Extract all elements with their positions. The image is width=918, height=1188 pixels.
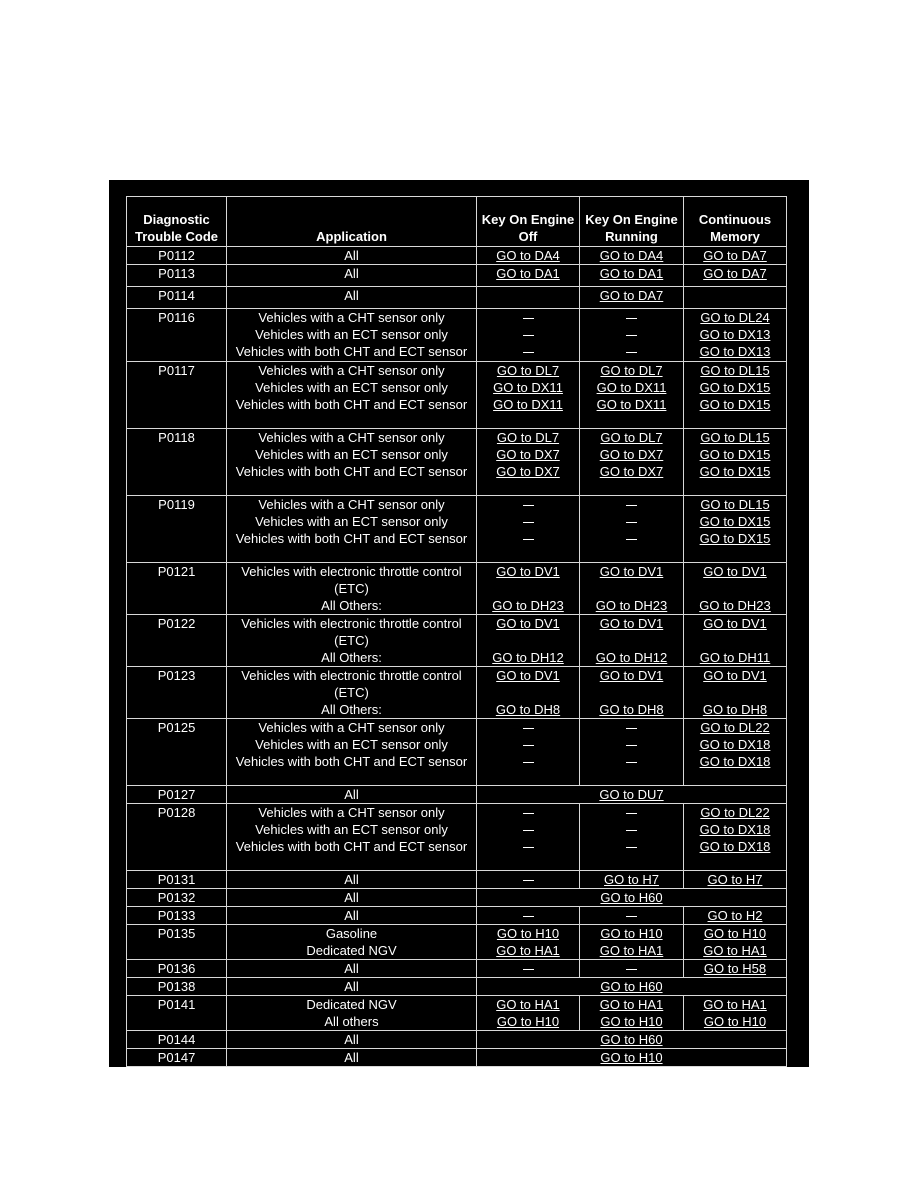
- goto-link[interactable]: GO to H60: [600, 1032, 663, 1047]
- table-row: [127, 496, 787, 563]
- koer-cell: [580, 265, 684, 287]
- dtc-code: P0127: [127, 786, 227, 804]
- application-cell: All: [227, 247, 477, 265]
- goto-link[interactable]: GO to DV1: [599, 668, 664, 683]
- goto-link[interactable]: GO to H60: [600, 979, 663, 994]
- koer-cell: [580, 563, 684, 615]
- dash-mark: [479, 343, 577, 360]
- dtc-code: P0112: [127, 247, 227, 265]
- continuous-memory-cell: [684, 309, 787, 362]
- continuous-memory-cell: [684, 362, 787, 429]
- header-application: Application: [227, 197, 477, 247]
- dash-mark: [479, 513, 577, 530]
- table-row: [127, 265, 787, 287]
- goto-link[interactable]: GO to DL15: [700, 430, 770, 445]
- dash-icon: [523, 880, 534, 881]
- dtc-code: P0128: [127, 804, 227, 871]
- dash-mark: [582, 960, 681, 977]
- goto-link[interactable]: GO to DH8: [495, 702, 561, 717]
- goto-link[interactable]: GO to DX7: [599, 447, 664, 462]
- table-body: [127, 247, 787, 1067]
- goto-link[interactable]: GO to DX15: [699, 464, 771, 479]
- header-continuous-memory: Continuous Memory: [684, 197, 787, 247]
- goto-link[interactable]: GO to DL24: [700, 310, 770, 325]
- combined-procedure-cell: [477, 978, 787, 996]
- dtc-code: P0122: [127, 615, 227, 667]
- goto-link[interactable]: GO to DL22: [700, 805, 770, 820]
- table-row: [127, 362, 787, 429]
- koer-cell: [580, 309, 684, 362]
- dash-icon: [523, 762, 534, 763]
- table-row: [127, 1031, 787, 1049]
- goto-link[interactable]: GO to H10: [703, 1014, 767, 1029]
- dtc-code: P0114: [127, 287, 227, 309]
- koer-cell: [580, 871, 684, 889]
- koer-cell: [580, 287, 684, 309]
- goto-link[interactable]: GO to H10: [600, 1014, 663, 1029]
- dtc-code: P0133: [127, 907, 227, 925]
- goto-link[interactable]: GO to DL15: [700, 363, 770, 378]
- dash-icon: [523, 916, 534, 917]
- goto-link[interactable]: GO to DX11: [493, 380, 563, 395]
- application-cell: All: [227, 889, 477, 907]
- dash-icon: [626, 847, 637, 848]
- goto-link[interactable]: GO to H10: [703, 926, 767, 941]
- combined-procedure-cell: [477, 889, 787, 907]
- dash-mark: [582, 343, 681, 360]
- header-key-on-engine-running: Key On Engine Running: [580, 197, 684, 247]
- goto-link[interactable]: GO to DX13: [699, 327, 771, 342]
- koer-cell: [580, 615, 684, 667]
- koeo-cell: [477, 615, 580, 667]
- dash-mark: [479, 326, 577, 343]
- dtc-code: P0116: [127, 309, 227, 362]
- application-cell: All: [227, 265, 477, 287]
- goto-link[interactable]: GO to DX7: [496, 464, 560, 479]
- application-cell: All: [227, 287, 477, 309]
- continuous-memory-cell: [684, 719, 787, 786]
- goto-link[interactable]: GO to DX7: [599, 464, 664, 479]
- dtc-code: P0117: [127, 362, 227, 429]
- goto-link[interactable]: GO to DV1: [496, 616, 560, 631]
- table-row: [127, 429, 787, 496]
- goto-link[interactable]: GO to H2: [707, 908, 763, 923]
- dash-mark: [582, 719, 681, 736]
- continuous-memory-cell: [684, 907, 787, 925]
- application-cell: Dedicated NGV All others: [227, 996, 477, 1031]
- dtc-code: P0136: [127, 960, 227, 978]
- goto-link[interactable]: GO to DV1: [599, 564, 664, 579]
- application-cell: All: [227, 871, 477, 889]
- dtc-code: P0147: [127, 1049, 227, 1067]
- application-cell: Gasoline Dedicated NGV: [227, 925, 477, 960]
- goto-link[interactable]: GO to HA1: [599, 997, 664, 1012]
- dtc-code: P0144: [127, 1031, 227, 1049]
- table-row: [127, 563, 787, 615]
- goto-link[interactable]: GO to DX11: [596, 380, 667, 395]
- goto-link[interactable]: GO to DX15: [699, 447, 771, 462]
- dash-icon: [523, 813, 534, 814]
- combined-procedure-cell: [477, 1049, 787, 1067]
- goto-link[interactable]: GO to DL7: [496, 363, 560, 378]
- dash-icon: [626, 728, 637, 729]
- goto-link[interactable]: GO to DX11: [596, 397, 667, 412]
- koeo-cell: [477, 996, 580, 1031]
- table-row: [127, 247, 787, 265]
- continuous-memory-cell: [684, 960, 787, 978]
- koeo-cell: [477, 960, 580, 978]
- goto-link[interactable]: GO to H10: [496, 1014, 560, 1029]
- goto-link[interactable]: GO to DA7: [599, 288, 664, 303]
- koeo-cell: [477, 362, 580, 429]
- koer-cell: [580, 996, 684, 1031]
- dash-mark: [582, 821, 681, 838]
- continuous-memory-cell: [684, 615, 787, 667]
- goto-link[interactable]: GO to DH23: [595, 598, 668, 613]
- dash-icon: [626, 505, 637, 506]
- koeo-cell: [477, 563, 580, 615]
- goto-link[interactable]: GO to DH23: [492, 598, 564, 613]
- table-row: [127, 960, 787, 978]
- goto-link[interactable]: GO to DL15: [700, 497, 770, 512]
- dash-mark: [479, 719, 577, 736]
- koer-cell: [580, 925, 684, 960]
- goto-link[interactable]: GO to DH8: [702, 702, 768, 717]
- goto-link[interactable]: GO to DL7: [496, 430, 560, 445]
- application-cell: Vehicles with a CHT sensor only Vehicles with an ECT sensor only Vehicles with both CHT and ECT sensor: [227, 804, 477, 871]
- table-row: [127, 786, 787, 804]
- goto-link[interactable]: GO to DX15: [699, 397, 771, 412]
- dash-mark: [479, 871, 577, 888]
- goto-link[interactable]: GO to H10: [496, 926, 560, 941]
- dash-icon: [523, 335, 534, 336]
- dash-mark: [582, 530, 681, 547]
- dash-icon: [626, 522, 637, 523]
- goto-link[interactable]: GO to DA1: [599, 266, 664, 281]
- application-cell: Vehicles with a CHT sensor only Vehicles with an ECT sensor only Vehicles with both CHT and ECT sensor: [227, 429, 477, 496]
- dtc-code: P0121: [127, 563, 227, 615]
- goto-link[interactable]: GO to DH12: [492, 650, 564, 665]
- koeo-cell: [477, 496, 580, 563]
- koeo-cell: [477, 925, 580, 960]
- dtc-code: P0132: [127, 889, 227, 907]
- goto-link[interactable]: GO to DX15: [699, 531, 771, 546]
- koeo-cell: [477, 309, 580, 362]
- dash-mark: [582, 513, 681, 530]
- dash-icon: [523, 745, 534, 746]
- dtc-code: P0138: [127, 978, 227, 996]
- combined-procedure-cell: [477, 1031, 787, 1049]
- table-row: [127, 719, 787, 786]
- header-dtc: Diagnostic Trouble Code: [127, 197, 227, 247]
- continuous-memory-cell: [684, 247, 787, 265]
- koer-cell: [580, 667, 684, 719]
- dash-icon: [523, 539, 534, 540]
- continuous-memory-cell: [684, 804, 787, 871]
- koeo-cell: [477, 287, 580, 309]
- dash-mark: [582, 496, 681, 513]
- dash-mark: [479, 753, 577, 770]
- application-cell: All: [227, 960, 477, 978]
- goto-link[interactable]: GO to HA1: [703, 997, 767, 1012]
- continuous-memory-cell: [684, 871, 787, 889]
- goto-link[interactable]: GO to DX18: [699, 839, 771, 854]
- dash-mark: [479, 804, 577, 821]
- table-row: [127, 309, 787, 362]
- dash-icon: [523, 847, 534, 848]
- goto-link[interactable]: GO to DL22: [700, 720, 770, 735]
- dash-icon: [626, 745, 637, 746]
- koeo-cell: [477, 247, 580, 265]
- table-row: [127, 996, 787, 1031]
- table-row: [127, 1049, 787, 1067]
- goto-link[interactable]: GO to H7: [604, 872, 659, 887]
- dash-icon: [523, 352, 534, 353]
- koeo-cell: [477, 719, 580, 786]
- goto-link[interactable]: GO to DV1: [496, 668, 560, 683]
- goto-link[interactable]: GO to DX15: [699, 380, 771, 395]
- dash-icon: [626, 762, 637, 763]
- goto-link[interactable]: GO to DX18: [699, 822, 771, 837]
- dash-mark: [479, 736, 577, 753]
- dash-mark: [479, 907, 577, 924]
- koeo-cell: [477, 667, 580, 719]
- goto-link[interactable]: GO to DV1: [599, 616, 664, 631]
- application-cell: Vehicles with electronic throttle control (ETC) All Others:: [227, 615, 477, 667]
- goto-link[interactable]: GO to DX7: [496, 447, 560, 462]
- goto-link[interactable]: GO to DX11: [493, 397, 563, 412]
- continuous-memory-cell: [684, 496, 787, 563]
- dash-mark: [582, 804, 681, 821]
- goto-link[interactable]: GO to DU7: [599, 787, 664, 802]
- table-row: [127, 804, 787, 871]
- dash-mark: [582, 838, 681, 855]
- koer-cell: [580, 496, 684, 563]
- koeo-cell: [477, 429, 580, 496]
- dtc-table: [126, 196, 787, 1067]
- dash-mark: [479, 838, 577, 855]
- continuous-memory-cell: [684, 563, 787, 615]
- goto-link[interactable]: GO to HA1: [496, 943, 560, 958]
- koer-cell: [580, 429, 684, 496]
- table-header-row: [127, 197, 787, 247]
- continuous-memory-cell: [684, 429, 787, 496]
- continuous-memory-cell: [684, 996, 787, 1031]
- dash-mark: [479, 309, 577, 326]
- table-row: [127, 287, 787, 309]
- goto-link[interactable]: GO to HA1: [703, 943, 767, 958]
- dash-mark: [582, 326, 681, 343]
- dash-mark: [582, 753, 681, 770]
- dash-icon: [626, 916, 637, 917]
- goto-link[interactable]: GO to DH8: [599, 702, 664, 717]
- application-cell: All: [227, 786, 477, 804]
- goto-link[interactable]: GO to HA1: [599, 943, 664, 958]
- dtc-code: P0141: [127, 996, 227, 1031]
- koeo-cell: [477, 871, 580, 889]
- goto-link[interactable]: GO to HA1: [496, 997, 560, 1012]
- dash-mark: [479, 530, 577, 547]
- table-row: [127, 667, 787, 719]
- table-row: [127, 615, 787, 667]
- application-cell: All: [227, 1049, 477, 1067]
- goto-link[interactable]: GO to DL7: [600, 363, 663, 378]
- dash-icon: [523, 969, 534, 970]
- dash-icon: [523, 522, 534, 523]
- goto-link[interactable]: GO to DA7: [703, 248, 767, 263]
- dtc-code: P0135: [127, 925, 227, 960]
- koer-cell: [580, 907, 684, 925]
- goto-link[interactable]: GO to H58: [703, 961, 767, 976]
- koer-cell: [580, 362, 684, 429]
- dtc-code: P0123: [127, 667, 227, 719]
- application-cell: Vehicles with a CHT sensor only Vehicles with an ECT sensor only Vehicles with both CHT and ECT sensor: [227, 362, 477, 429]
- continuous-memory-cell: [684, 265, 787, 287]
- table-row: [127, 907, 787, 925]
- goto-link[interactable]: GO to DX15: [699, 514, 771, 529]
- goto-link[interactable]: GO to H10: [600, 1050, 663, 1065]
- dash-icon: [626, 813, 637, 814]
- goto-link[interactable]: GO to DX18: [699, 737, 771, 752]
- dash-mark: [582, 309, 681, 326]
- application-cell: All: [227, 907, 477, 925]
- dtc-code: P0125: [127, 719, 227, 786]
- table-row: [127, 925, 787, 960]
- goto-link[interactable]: GO to DA4: [599, 248, 664, 263]
- goto-link[interactable]: GO to DA7: [703, 266, 767, 281]
- dash-mark: [582, 907, 681, 924]
- dtc-code: P0131: [127, 871, 227, 889]
- application-cell: Vehicles with electronic throttle control (ETC) All Others:: [227, 667, 477, 719]
- goto-link[interactable]: GO to DV1: [703, 564, 767, 579]
- koeo-cell: [477, 265, 580, 287]
- koer-cell: [580, 804, 684, 871]
- dash-icon: [523, 318, 534, 319]
- koer-cell: [580, 247, 684, 265]
- koeo-cell: [477, 907, 580, 925]
- application-cell: Vehicles with electronic throttle control (ETC) All Others:: [227, 563, 477, 615]
- dtc-code: P0119: [127, 496, 227, 563]
- table-row: [127, 871, 787, 889]
- continuous-memory-cell: [684, 925, 787, 960]
- goto-link[interactable]: GO to DA4: [496, 248, 560, 263]
- goto-link[interactable]: GO to DV1: [703, 668, 767, 683]
- koeo-cell: [477, 804, 580, 871]
- goto-link[interactable]: GO to DH12: [595, 650, 668, 665]
- continuous-memory-cell: [684, 667, 787, 719]
- application-cell: Vehicles with a CHT sensor only Vehicles with an ECT sensor only Vehicles with both CHT and ECT sensor: [227, 496, 477, 563]
- dash-mark: [479, 496, 577, 513]
- koer-cell: [580, 960, 684, 978]
- goto-link[interactable]: GO to DH23: [699, 598, 771, 613]
- application-cell: Vehicles with a CHT sensor only Vehicles with an ECT sensor only Vehicles with both CHT and ECT sensor: [227, 309, 477, 362]
- dash-mark: [479, 960, 577, 977]
- header-key-on-engine-off: Key On Engine Off: [477, 197, 580, 247]
- goto-link[interactable]: GO to DX13: [699, 344, 771, 359]
- dash-icon: [626, 352, 637, 353]
- application-cell: All: [227, 1031, 477, 1049]
- dtc-code: P0118: [127, 429, 227, 496]
- dash-icon: [626, 335, 637, 336]
- dash-icon: [523, 505, 534, 506]
- goto-link[interactable]: GO to DV1: [703, 616, 767, 631]
- dash-mark: [479, 821, 577, 838]
- goto-link[interactable]: GO to H10: [600, 926, 663, 941]
- goto-link[interactable]: GO to DH11: [699, 650, 771, 665]
- goto-link[interactable]: GO to DV1: [496, 564, 560, 579]
- dash-icon: [626, 830, 637, 831]
- goto-link[interactable]: GO to H7: [707, 872, 763, 887]
- goto-link[interactable]: GO to DX18: [699, 754, 771, 769]
- koer-cell: [580, 719, 684, 786]
- dtc-code: P0113: [127, 265, 227, 287]
- continuous-memory-cell: [684, 287, 787, 309]
- table-row: [127, 889, 787, 907]
- application-cell: All: [227, 978, 477, 996]
- combined-procedure-cell: [477, 786, 787, 804]
- dash-icon: [523, 728, 534, 729]
- goto-link[interactable]: GO to DL7: [600, 430, 663, 445]
- dash-icon: [626, 318, 637, 319]
- dtc-table-panel: [109, 180, 809, 1067]
- application-cell: Vehicles with a CHT sensor only Vehicles with an ECT sensor only Vehicles with both CHT and ECT sensor: [227, 719, 477, 786]
- dash-icon: [626, 539, 637, 540]
- table-row: [127, 978, 787, 996]
- dash-icon: [626, 969, 637, 970]
- goto-link[interactable]: GO to DA1: [496, 266, 560, 281]
- dash-mark: [582, 736, 681, 753]
- goto-link[interactable]: GO to H60: [600, 890, 663, 905]
- dash-icon: [523, 830, 534, 831]
